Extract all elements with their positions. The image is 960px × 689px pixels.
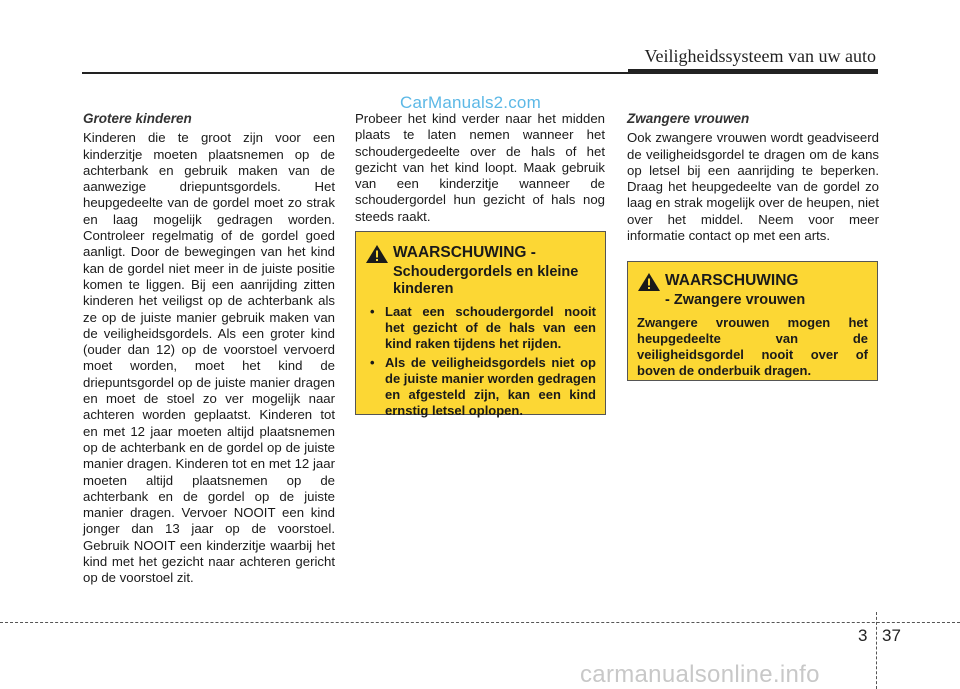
watermark-bottom: carmanualsonline.info — [580, 661, 820, 688]
warning-header — [365, 244, 596, 264]
warning-body: Zwangere vrouwen mogen het heupgedeelte van de veiligheidsgordel nooit over of boven de onderbuik dragen. — [637, 315, 868, 378]
warning-triangle-icon — [365, 244, 389, 264]
paragraph-pregnant-women: Ook zwangere vrouwen wordt geadviseerd de veiligheidsgordel te dragen om de kans op letsel bij een aanrijding te beperken. Draag het heupgedeelte van de gordel zo laag en strak mogelijk over de heupen, niet over het middel. Neem voor meer informatie contact op met een arts. — [627, 130, 879, 244]
paragraph-center-seating: Probeer het kind verder naar het midden plaats te laten nemen wanneer het schoudergedeelte over de hals of het gezicht van het kind loopt. Maak gebruik van een kinderzitje wanneer de schoudergordel hun gezicht of hals nog steeds raakt. — [355, 111, 605, 224]
warning-triangle-icon — [637, 272, 661, 292]
warning-box-shoulder-belts — [355, 231, 606, 418]
section-heading-older-children: Grotere kinderen — [83, 111, 192, 126]
column-3 — [627, 111, 879, 244]
page-header-title: Veiligheidssysteem van uw auto — [644, 46, 876, 66]
column-1 — [83, 111, 335, 587]
warning-title: WAARSCHUWING — [665, 272, 799, 289]
warning-subtitle: Schoudergordels en kleine kinderen — [393, 264, 579, 297]
chapter-number: 3 — [858, 626, 868, 645]
warning-header — [637, 272, 868, 292]
warning-list-item: • Als de veiligheidsgordels niet op de juiste manier worden gedragen en afgesteld zijn, kan een kind ernstig letsel oplopen. — [365, 355, 596, 419]
warning-subtitle: - Zwangere vrouwen — [665, 292, 806, 308]
section-heading-pregnant-women: Zwangere vrouwen — [627, 111, 750, 126]
paragraph-older-children: Kinderen die te groot zijn voor een kinderzitje moeten plaatsnemen op de achterbank en gebruik maken van de aanwezige driepuntsgordels. Het heupgedeelte van de gordel moet zo strak en laag mogelijk gedragen worden. Controleer regelmatig of de gordel goed aanligt. Door de bewegingen van het kind kan de gordel niet meer in de juiste positie komen te liggen. Bij een aanrijding zitten kinderen het veiligst op de achterbank als ze op de juiste manier gebruik maken van de veiligheidsgordels. Als een groter kind (ouder dan 12) op de voorstoel vervoerd moet worden, moet het kind de driepuntsgordel op de juiste manier dragen en moet de stoel zo ver mogelijk naar achteren worden geplaatst. Kinderen tot en met 12 jaar moeten altijd plaatsnemen op de achterbank en de gordel op de juiste manier dragen. Kinderen tot en met 12 jaar moeten altijd plaatsnemen op de achterbank en de gordel op de juiste manier dragen. Vervoer NOOIT een kind jonger dan 13 jaar op de voorstoel. Gebruik NOOIT een kinderzitje waarbij het kind met het gezicht naar achteren gericht op de voorstoel zit. — [83, 130, 335, 586]
warning-box-pregnant-women — [627, 261, 878, 381]
footer-rule — [0, 622, 960, 623]
watermark-top: CarManuals2.com — [400, 93, 541, 112]
footer-divider — [876, 612, 877, 689]
column-2 — [355, 111, 605, 225]
warning-title: WAARSCHUWING - — [393, 244, 536, 261]
page-number: 37 — [882, 626, 901, 645]
warning-list-item: • Laat een schoudergordel nooit het gezicht of de hals van een kind raken tijdens het rijden. — [365, 304, 596, 352]
warning-list — [365, 304, 596, 419]
header-rule-accent — [628, 69, 878, 74]
